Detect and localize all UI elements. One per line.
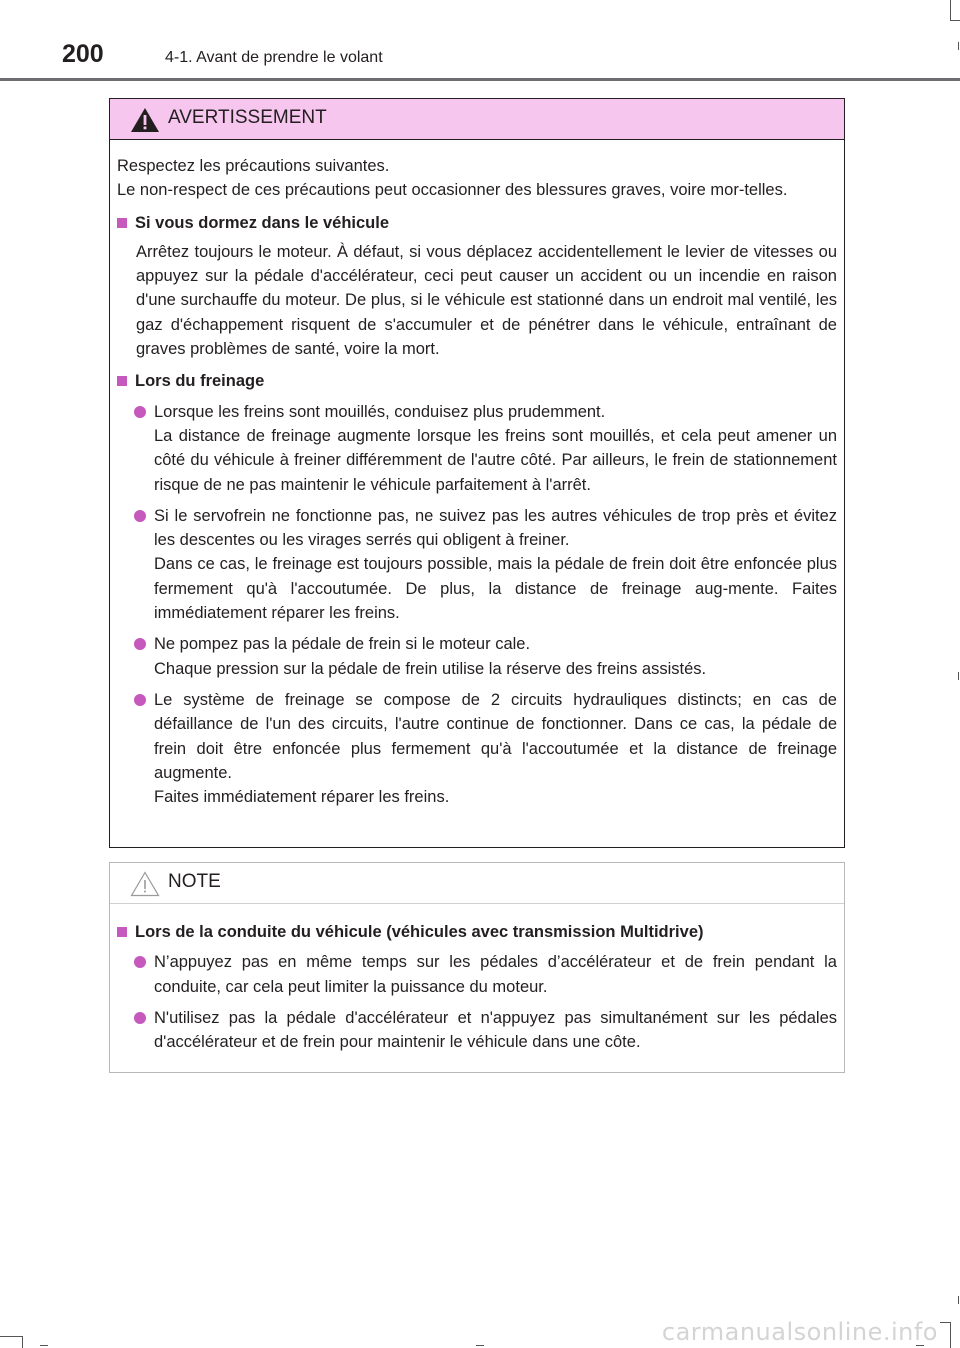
crop-mark <box>22 1336 23 1348</box>
note-box <box>109 862 845 1073</box>
warning-intro <box>117 154 837 203</box>
section-heading: Lors de la conduite du véhicule (véhicules avec transmission Multidrive) <box>117 920 837 944</box>
circle-bullet-icon <box>134 956 146 968</box>
warning-body <box>110 140 844 809</box>
circle-bullet-icon <box>134 1012 146 1024</box>
crop-mark <box>958 42 959 50</box>
section-multidrive <box>117 920 837 1054</box>
watermark: carmanualsonline.info <box>661 1318 938 1346</box>
crop-mark <box>950 0 951 20</box>
circle-bullet-icon <box>134 510 146 522</box>
note-body <box>110 904 844 1054</box>
caution-triangle-outline-icon <box>130 871 160 897</box>
note-label: NOTE <box>168 871 221 892</box>
circle-bullet-icon <box>134 638 146 650</box>
list-item: Ne pompez pas la pédale de frein si le moteur cale. Chaque pression sur la pédale de frein utilise la réserve des freins assistés. <box>117 632 837 681</box>
square-bullet-icon <box>117 927 127 937</box>
square-bullet-icon <box>117 376 127 386</box>
list-item: Le système de freinage se compose de 2 circuits hydrauliques distincts; en cas de défaillance de l'un des circuits, l'autre continue de fonctionner. Dans ce cas, la pédale de frein doit être enfoncée plus fermement qu'à l'accoutumée et la distance de freinage augmente. Faites immédiatement réparer les freins. <box>117 688 837 809</box>
crop-mark <box>958 672 959 680</box>
circle-bullet-icon <box>134 694 146 706</box>
crop-mark <box>950 1322 951 1348</box>
list-item: N’appuyez pas en même temps sur les pédales d’accélérateur et de frein pendant la conduite, car cela peut limiter la puissance du moteur. <box>117 950 837 999</box>
crop-mark <box>40 1345 48 1346</box>
section-text: Arrêtez toujours le moteur. À défaut, si vous déplacez accidentellement le levier de vitesses ou appuyez sur la pédale d'accélérateur, ceci peut causer un accident ou un incendie en raison d'une surchauffe du moteur. De plus, si le véhicule est stationné dans un endroit mal ventilé, les gaz d'échappement risquent de s'accumuler et de pénétrer dans le véhicule, entraînant de graves problèmes de santé, voire la mort. <box>136 242 837 359</box>
list-item: Si le servofrein ne fonctionne pas, ne suivez pas les autres véhicules de trop près et évitez les descentes ou les virages serrés qui obligent à freiner. Dans ce cas, le freinage est toujours possible, mais la pédale de frein doit être enfoncée plus fermement qu'à l'accoutumée. De plus, la distance de freinage aug-mente. Faites immédiatement réparer les freins. <box>117 504 837 625</box>
circle-bullet-icon <box>134 406 146 418</box>
intro-line: Le non-respect de ces précautions peut occasionner des blessures graves, voire mor-telles. <box>117 181 788 200</box>
page-number: 200 <box>62 40 104 68</box>
crop-mark <box>0 1336 22 1337</box>
warning-label: AVERTISSEMENT <box>168 107 327 128</box>
list-item: N'utilisez pas la pédale d'accélérateur et n'appuyez pas simultanément sur les pédales d'accélérateur et de frein pour maintenir le véhicule dans une côte. <box>117 1006 837 1055</box>
warning-triangle-icon <box>130 107 160 133</box>
square-bullet-icon <box>117 218 127 228</box>
section-braking <box>117 369 837 809</box>
warning-box <box>109 98 845 848</box>
note-header <box>110 863 844 904</box>
section-sleeping <box>117 211 837 362</box>
section-heading: Lors du freinage <box>117 369 837 393</box>
section-title: 4-1. Avant de prendre le volant <box>165 49 383 66</box>
crop-mark <box>950 20 960 21</box>
crop-mark <box>940 1322 950 1323</box>
intro-line: Respectez les précautions suivantes. <box>117 157 390 175</box>
header-rule <box>0 78 960 81</box>
list-item: Lorsque les freins sont mouillés, conduisez plus prudemment. La distance de freinage augmente lorsque les freins sont mouillés, et cela peut amener un côté du véhicule à freiner différemment de l'autre côté. Par ailleurs, le frein de stationnement risque de ne pas maintenir le véhicule parfaitement à l'arrêt. <box>117 400 837 497</box>
crop-mark <box>476 1345 484 1346</box>
section-heading: Si vous dormez dans le véhicule <box>117 211 837 235</box>
warning-header <box>110 99 844 140</box>
crop-mark <box>958 1296 959 1304</box>
